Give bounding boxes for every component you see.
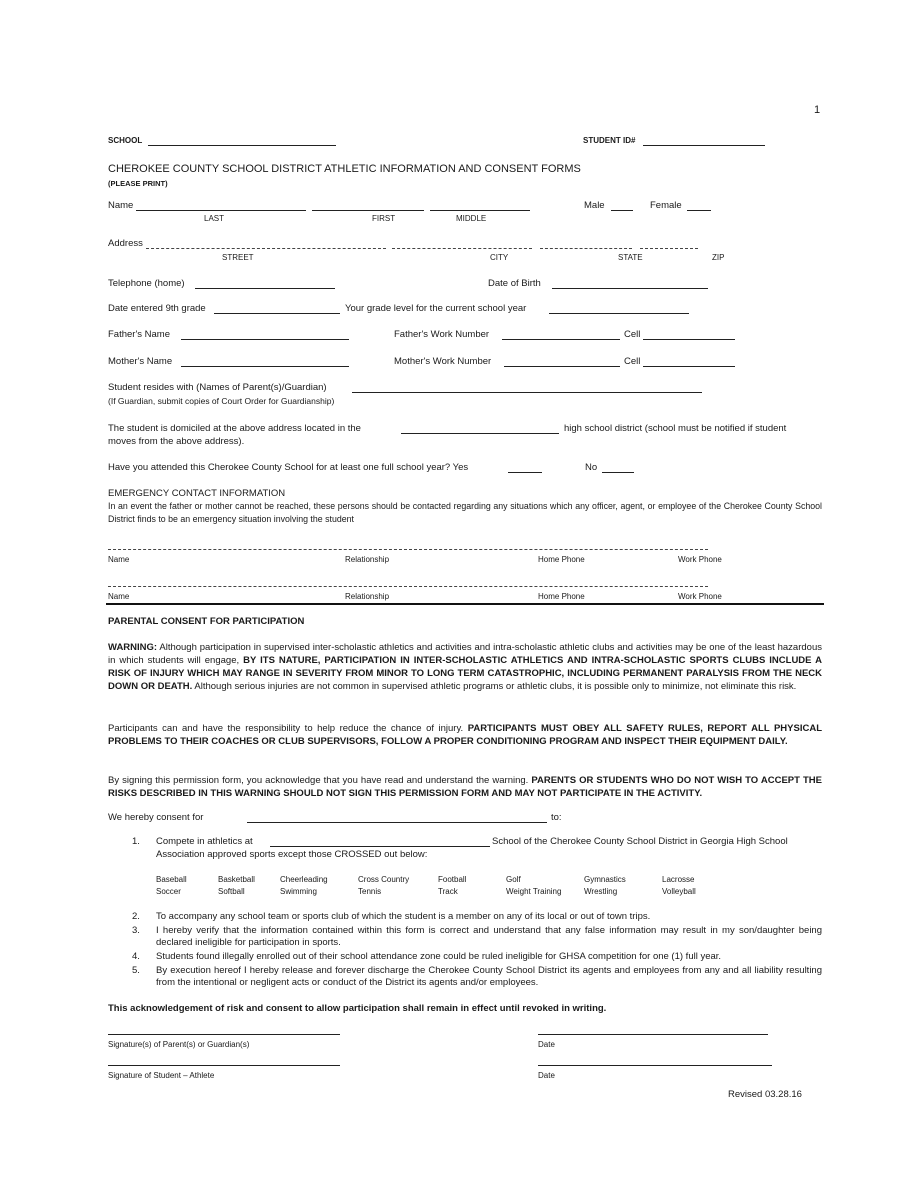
emergency-contact-2-field[interactable] [108, 586, 708, 587]
item-1-text-a: Compete in athletics at [156, 836, 253, 847]
domiciled-district-field[interactable] [401, 433, 559, 434]
form-title: CHEROKEE COUNTY SCHOOL DISTRICT ATHLETIC INFORMATION AND CONSENT FORMS [108, 163, 581, 175]
sport-baseball: Baseball [156, 875, 187, 884]
first-caption: FIRST [372, 214, 396, 223]
zip-field[interactable] [640, 248, 698, 249]
item-3-text: I hereby verify that the information contained within this form is correct and understand that any false information may result in my son/daughter being declared ineligible for participation in sports. [156, 925, 822, 948]
domiciled-text-b: high school district (school must be notified if student [564, 423, 787, 434]
sport-cross-country: Cross Country [358, 875, 410, 884]
item-4-text: Students found illegally enrolled out of their school attendance zone could be ruled ineligible for GHSA competition for one (1) full year. [156, 951, 722, 962]
warning-text-c: Although serious injuries are not common in supervised athletic programs or athletic clubs, it is possible only to minimize, not eliminate this risk. [194, 681, 797, 692]
student-id-label: STUDENT ID# [583, 136, 636, 145]
date-entered-label: Date entered 9th grade [108, 303, 206, 314]
date-entered-field[interactable] [214, 313, 340, 314]
female-label: Female [650, 200, 682, 211]
state-caption: STATE [618, 253, 643, 262]
parent-date-field[interactable] [538, 1034, 768, 1035]
emergency-contact-1-field[interactable] [108, 549, 708, 550]
section-divider [106, 603, 824, 605]
telephone-label: Telephone (home) [108, 278, 185, 289]
dob-label: Date of Birth [488, 278, 541, 289]
first-name-field[interactable] [312, 210, 424, 211]
fathers-work-field[interactable] [502, 339, 620, 340]
emergency-1-name: Name [108, 555, 130, 564]
attended-no-field[interactable] [602, 472, 634, 473]
zip-caption: ZIP [712, 253, 725, 262]
emergency-1-work-phone: Work Phone [678, 555, 722, 564]
city-field[interactable] [392, 248, 532, 249]
last-caption: LAST [204, 214, 225, 223]
resides-label: Student resides with (Names of Parent(s)/Guardian) [108, 382, 327, 393]
mother-cell-label: Cell [624, 356, 641, 367]
school-label: SCHOOL [108, 136, 143, 145]
sport-softball: Softball [218, 887, 245, 896]
state-field[interactable] [540, 248, 632, 249]
mothers-work-label: Mother's Work Number [394, 356, 492, 367]
consent-student-field[interactable] [247, 822, 547, 823]
item-5-number: 5. [132, 965, 140, 976]
sport-basketball: Basketball [218, 875, 255, 884]
emergency-2-name: Name [108, 592, 130, 601]
street-caption: STREET [222, 253, 254, 262]
mothers-name-label: Mother's Name [108, 356, 173, 367]
item-4-number: 4. [132, 951, 140, 962]
warning-label: WARNING: [108, 642, 158, 653]
attended-question: Have you attended this Cherokee County School for at least one full school year? Yes [108, 462, 469, 473]
item-1-number: 1. [132, 836, 140, 847]
street-field[interactable] [146, 248, 386, 249]
participants-text-b: PARTICIPANTS MUST OBEY ALL SAFETY RULES, REPORT ALL PHYSICAL PROBLEMS TO THEIR COACHES OR CLUB SUPERVISORS, FOLLOW A PROPER CONDITIONING PROGRAM AND INSPECT THEIR EQUIPMENT DAILY. [108, 723, 823, 747]
attended-yes-field[interactable] [508, 472, 542, 473]
student-id-field[interactable] [643, 145, 765, 146]
warning-text-b: BY ITS NATURE, PARTICIPATION IN INTER-SCHOLASTIC ATHLETICS AND INTRA-SCHOLASTIC SPORTS CLUBS INCLUDE A RISK OF INJURY WHICH MAY RANGE IN SEVERITY FROM MINOR TO LONG TERM CATASTROPHIC, INCLUDING PERMANENT PARALYSIS FROM THE NECK DOWN OR DEATH. [108, 655, 823, 692]
sport-golf: Golf [506, 875, 521, 884]
emergency-2-work-phone: Work Phone [678, 592, 722, 601]
city-caption: CITY [490, 253, 509, 262]
mother-cell-field[interactable] [643, 366, 735, 367]
guardian-note: (If Guardian, submit copies of Court Order for Guardianship) [108, 396, 335, 406]
item-1-text-c: Association approved sports except those CROSSED out below: [156, 849, 428, 860]
sport-lacrosse: Lacrosse [662, 875, 695, 884]
emergency-2-relationship: Relationship [345, 592, 390, 601]
male-label: Male [584, 200, 605, 211]
male-field[interactable] [611, 210, 633, 211]
consent-heading: PARENTAL CONSENT FOR PARTICIPATION [108, 616, 305, 627]
item-3-number: 3. [132, 925, 140, 936]
fathers-name-label: Father's Name [108, 329, 171, 340]
name-label: Name [108, 200, 134, 211]
fathers-name-field[interactable] [181, 339, 349, 340]
sport-soccer: Soccer [156, 887, 181, 896]
resides-field[interactable] [352, 392, 702, 393]
grade-level-field[interactable] [549, 313, 689, 314]
item-2-text: To accompany any school team or sports club of which the student is a member on any of its local or out of town trips. [156, 911, 651, 922]
sport-gymnastics: Gymnastics [584, 875, 626, 884]
student-date-field[interactable] [538, 1065, 772, 1066]
student-date-label: Date [538, 1071, 555, 1080]
school-name-field[interactable] [270, 846, 490, 847]
grade-level-label: Your grade level for the current school year [345, 303, 527, 314]
item-1-text-b: School of the Cherokee County School District in Georgia High School [492, 836, 788, 847]
page-number: 1 [814, 104, 821, 116]
signing-text-b: PARENTS OR STUDENTS WHO DO NOT WISH TO ACCEPT THE RISKS DESCRIBED IN THIS WARNING SHOULD NOT SIGN THIS PERMISSION FORM AND MAY NOT PARTICIPATE IN THE ACTIVITY. [108, 775, 822, 799]
mothers-name-field[interactable] [181, 366, 349, 367]
fathers-work-label: Father's Work Number [394, 329, 490, 340]
sport-tennis: Tennis [358, 887, 382, 896]
student-signature-label: Signature of Student – Athlete [108, 1071, 215, 1080]
to-label: to: [551, 812, 562, 823]
father-cell-label: Cell [624, 329, 641, 340]
emergency-heading: EMERGENCY CONTACT INFORMATION [108, 488, 286, 499]
domiciled-text-a: The student is domiciled at the above address located in the [108, 423, 361, 434]
participants-paragraph [108, 722, 822, 748]
sport-football: Football [438, 875, 467, 884]
signing-text-a: By signing this permission form, you acknowledge that you have read and understand the warning. [108, 775, 529, 786]
emergency-1-home-phone: Home Phone [538, 555, 585, 564]
emergency-description: In an event the father or mother cannot be reached, these persons should be contacted regarding any situations which any officer, agent, or employee of the Cherokee County School District finds to be an emergency situation involving the student [108, 501, 822, 524]
warning-paragraph [108, 641, 822, 693]
parent-date-label: Date [538, 1040, 555, 1049]
middle-name-field[interactable] [430, 210, 530, 211]
mothers-work-field[interactable] [504, 366, 620, 367]
signing-paragraph [108, 774, 822, 800]
father-cell-field[interactable] [643, 339, 735, 340]
dob-field[interactable] [552, 288, 708, 289]
revised-date: Revised 03.28.16 [728, 1089, 802, 1100]
school-field[interactable] [148, 145, 336, 146]
parent-signature-label: Signature(s) of Parent(s) or Guardian(s) [108, 1040, 250, 1049]
sport-swimming: Swimming [280, 887, 317, 896]
participants-text-a: Participants can and have the responsibility to help reduce the chance of injury. [108, 723, 464, 734]
acknowledgement: This acknowledgement of risk and consent to allow participation shall remain in effect until revoked in writing. [108, 1003, 607, 1014]
sport-cheerleading: Cheerleading [280, 875, 328, 884]
middle-caption: MIDDLE [456, 214, 487, 223]
student-signature-field[interactable] [108, 1065, 340, 1066]
emergency-2-home-phone: Home Phone [538, 592, 585, 601]
sport-wrestling: Wrestling [584, 887, 618, 896]
hereby-label: We hereby consent for [108, 812, 204, 823]
domiciled-text-c: moves from the above address). [108, 436, 245, 447]
last-name-field[interactable] [136, 210, 306, 211]
female-field[interactable] [687, 210, 711, 211]
telephone-field[interactable] [195, 288, 335, 289]
sport-volleyball: Volleyball [662, 887, 696, 896]
emergency-1-relationship: Relationship [345, 555, 390, 564]
item-5-text: By execution hereof I hereby release and forever discharge the Cherokee County School District its agents and employees from any and all liability resulting from the intentional or negligent acts or conduct of the District its agents and/or employees. [156, 965, 822, 988]
attended-no-label: No [585, 462, 598, 473]
parent-signature-field[interactable] [108, 1034, 340, 1035]
item-2-number: 2. [132, 911, 140, 922]
please-print: (PLEASE PRINT) [108, 179, 168, 188]
sport-track: Track [438, 887, 458, 896]
warning-text-a: Although participation in supervised inter-scholastic athletics and activities and intra-scholastic athletic clubs and activities may be one of the least hazardous in which students will engage, [108, 642, 822, 666]
address-label: Address [108, 238, 143, 249]
sport-weight-training: Weight Training [506, 887, 562, 896]
